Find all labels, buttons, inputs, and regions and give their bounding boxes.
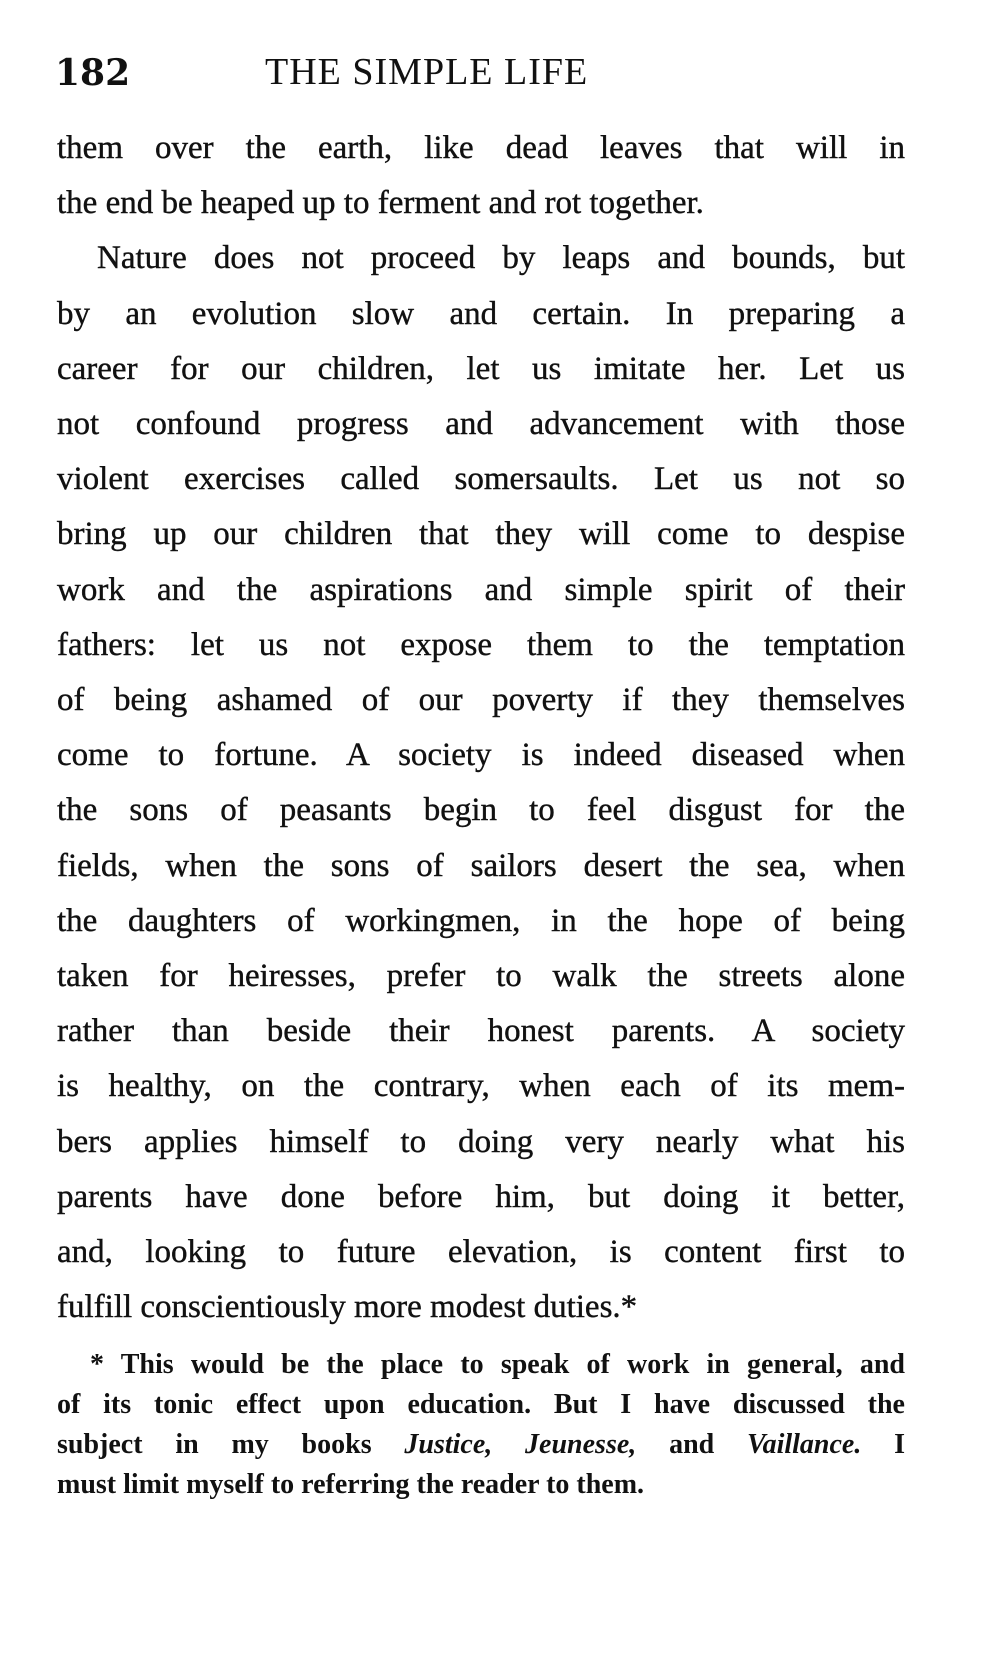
text-line: rather than beside their honest parents. A society: [57, 1013, 905, 1050]
footnote-text: subject in my books: [57, 1429, 372, 1460]
text-line: not confound progress and advancement with those: [57, 406, 905, 442]
page-number: 182: [55, 52, 131, 94]
text-line: Nature does not proceed by leaps and bounds, but: [97, 240, 905, 277]
footnote-line: must limit myself to referring the reader to them.: [57, 1469, 645, 1500]
text-line: the daughters of workingmen, in the hope of being: [57, 902, 905, 939]
text-line: the sons of peasants begin to feel disgust for the: [57, 792, 905, 829]
text-line: of being ashamed of our poverty if they themselves: [57, 682, 905, 718]
text-line: and, looking to future elevation, is content first to: [57, 1234, 905, 1270]
text-line: bers applies himself to doing very nearly what his: [57, 1123, 905, 1160]
text-line: the end be heaped up to ferment and rot together.: [57, 185, 704, 222]
footnote-line: [57, 1428, 905, 1462]
book-title: Vaillance.: [747, 1429, 862, 1460]
footnote-text: and: [669, 1429, 715, 1460]
text-line: fulfill conscientiously more modest duties.*: [57, 1289, 638, 1326]
footnote-line: of its tonic effect upon education. But I have discussed the: [57, 1389, 905, 1420]
footnote-text: I: [894, 1429, 906, 1460]
text-line: fields, when the sons of sailors desert the sea, when: [57, 847, 905, 884]
text-line: bring up our children that they will come to despise: [57, 516, 905, 553]
text-line: parents have done before him, but doing it better,: [57, 1178, 905, 1215]
book-title: Jeunesse,: [525, 1429, 637, 1460]
text-line: work and the aspirations and simple spirit of their: [57, 571, 905, 608]
text-line: is healthy, on the contrary, when each of its mem-: [57, 1068, 905, 1105]
footnote-line: * This would be the place to speak of work in general, and: [90, 1349, 905, 1380]
text-line: come to fortune. A society is indeed diseased when: [57, 737, 905, 774]
book-title: Justice,: [404, 1429, 493, 1460]
text-line: them over the earth, like dead leaves that will in: [57, 130, 905, 166]
text-line: fathers: let us not expose them to the temptation: [57, 626, 905, 663]
text-line: taken for heiresses, prefer to walk the streets alone: [57, 958, 905, 994]
running-title: THE SIMPLE LIFE: [265, 51, 589, 93]
text-line: by an evolution slow and certain. In preparing a: [57, 295, 905, 332]
text-line: career for our children, let us imitate her. Let us: [57, 350, 905, 387]
text-line: violent exercises called somersaults. Let us not so: [57, 461, 905, 498]
